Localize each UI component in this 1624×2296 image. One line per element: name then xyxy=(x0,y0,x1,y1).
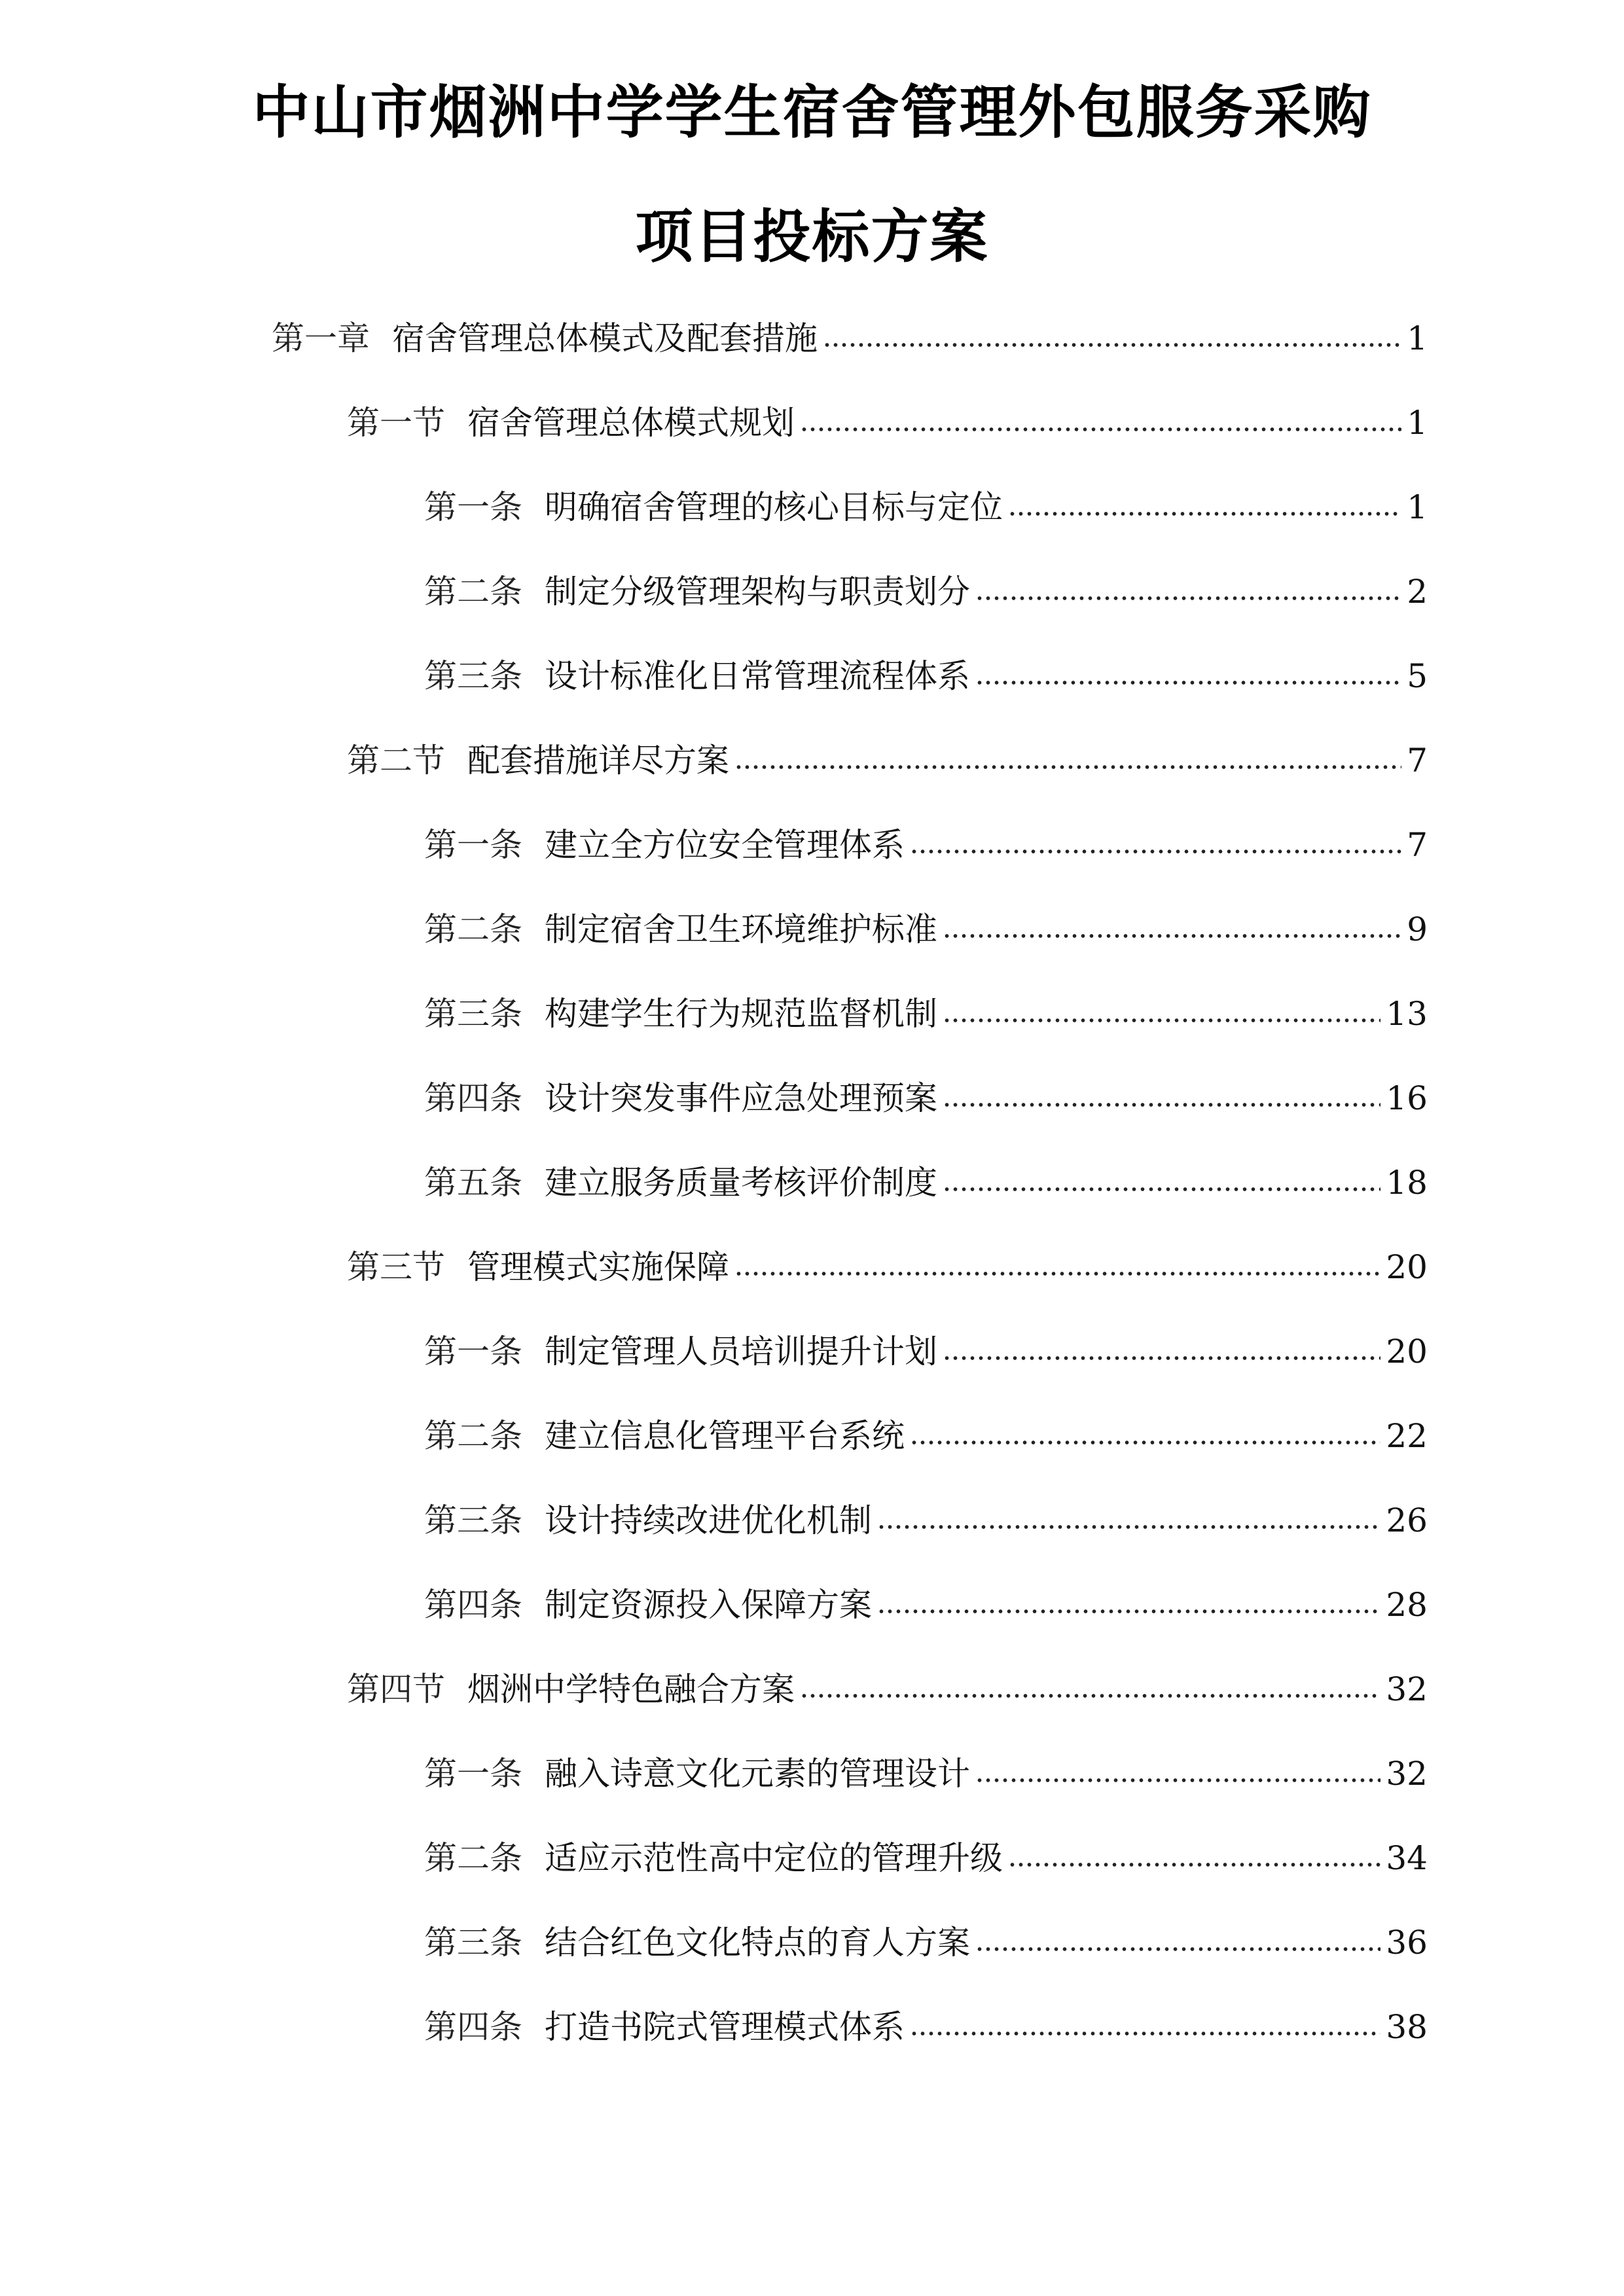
toc-entry-number: 第二条 xyxy=(424,573,522,611)
toc-entry-section[interactable] xyxy=(347,387,1428,442)
toc-entry-article[interactable] xyxy=(424,1062,1428,1115)
toc-dot-leader xyxy=(1008,1863,1380,1867)
toc-entry-article[interactable] xyxy=(424,556,1428,611)
toc-entry-number: 第一条 xyxy=(424,1333,522,1371)
toc-entry-title: 融入诗意文化元素的管理设计 xyxy=(545,1755,970,1793)
toc-entry-article[interactable] xyxy=(424,1738,1428,1793)
toc-entry-title: 制定管理人员培训提升计划 xyxy=(545,1333,937,1371)
toc-entry-title: 制定分级管理架构与职责划分 xyxy=(545,573,970,611)
toc-entry-number: 第三节 xyxy=(347,1248,445,1286)
toc-entry-title: 制定宿舍卫生环境维护标准 xyxy=(545,910,937,948)
toc-entry-page: 34 xyxy=(1386,1839,1428,1877)
toc-entry-article[interactable] xyxy=(424,809,1428,864)
toc-entry-page: 22 xyxy=(1386,1417,1428,1455)
toc-entry-page: 7 xyxy=(1407,826,1428,864)
toc-entry-page: 5 xyxy=(1407,657,1428,695)
toc-entry-number: 第一章 xyxy=(272,319,370,357)
toc-dot-leader xyxy=(910,850,1401,853)
toc-entry-page: 32 xyxy=(1386,1670,1428,1708)
toc-entry-article[interactable] xyxy=(424,1400,1428,1455)
toc-entry-title: 设计标准化日常管理流程体系 xyxy=(545,657,970,695)
toc-entry-title: 制定资源投入保障方案 xyxy=(545,1586,872,1624)
toc-entry-section[interactable] xyxy=(347,1653,1428,1706)
toc-entry-page: 26 xyxy=(1386,1501,1428,1539)
toc-entry-page: 13 xyxy=(1386,995,1428,1033)
toc-entry-number: 第四条 xyxy=(424,1586,522,1624)
toc-entry-title: 适应示范性高中定位的管理升级 xyxy=(545,1839,1003,1877)
toc-entry-page: 20 xyxy=(1386,1248,1428,1286)
toc-entry-page: 9 xyxy=(1407,910,1428,948)
toc-dot-leader xyxy=(877,1609,1380,1613)
toc-entry-title: 配套措施详尽方案 xyxy=(467,742,729,780)
toc-entry-title: 宿舍管理总体模式规划 xyxy=(467,404,795,442)
toc-dot-leader xyxy=(734,1272,1380,1276)
toc-entry-title: 建立服务质量考核评价制度 xyxy=(545,1164,937,1202)
toc-entry-page: 20 xyxy=(1386,1333,1428,1371)
toc-dot-leader xyxy=(975,681,1401,685)
toc-entry-number: 第四条 xyxy=(424,2008,522,2046)
toc-dot-leader xyxy=(943,1187,1380,1191)
toc-entry-chapter[interactable] xyxy=(272,302,1428,355)
toc-entry-number: 第一条 xyxy=(424,1755,522,1793)
toc-entry-title: 设计持续改进优化机制 xyxy=(545,1501,872,1539)
toc-entry-number: 第四节 xyxy=(347,1670,445,1708)
toc-entry-number: 第五条 xyxy=(424,1164,522,1202)
toc-entry-page: 28 xyxy=(1386,1586,1428,1624)
toc-entry-page: 16 xyxy=(1386,1079,1428,1117)
toc-entry-title: 建立全方位安全管理体系 xyxy=(545,826,905,864)
toc-dot-leader xyxy=(800,427,1401,431)
toc-dot-leader xyxy=(910,1441,1380,1444)
toc-dot-leader xyxy=(734,765,1401,769)
toc-entry-article[interactable] xyxy=(424,640,1428,695)
toc-entry-number: 第四条 xyxy=(424,1079,522,1117)
toc-dot-leader xyxy=(943,934,1401,938)
toc-entry-number: 第三条 xyxy=(424,995,522,1033)
toc-entry-title: 结合红色文化特点的育人方案 xyxy=(545,1924,970,1962)
toc-entry-article[interactable] xyxy=(424,1907,1428,1962)
toc-entry-page: 1 xyxy=(1407,404,1428,442)
toc-entry-article[interactable] xyxy=(424,471,1428,524)
toc-dot-leader xyxy=(975,1778,1380,1782)
toc-entry-article[interactable] xyxy=(424,1316,1428,1371)
toc-entry-number: 第一节 xyxy=(347,404,445,442)
toc-dot-leader xyxy=(975,1947,1380,1951)
toc-dot-leader xyxy=(877,1525,1380,1529)
toc-entry-article[interactable] xyxy=(424,1822,1428,1877)
toc-entry-title: 打造书院式管理模式体系 xyxy=(545,2008,905,2046)
toc-entry-article[interactable] xyxy=(424,893,1428,946)
toc-entry-page: 2 xyxy=(1407,573,1428,611)
toc-entry-number: 第二条 xyxy=(424,1839,522,1877)
toc-entry-article[interactable] xyxy=(424,1569,1428,1624)
toc-dot-leader xyxy=(823,343,1401,347)
toc-entry-number: 第一条 xyxy=(424,488,522,526)
toc-entry-article[interactable] xyxy=(424,1484,1428,1537)
document-title-line-1: 中山市烟洲中学学生宿舍管理外包服务采购 xyxy=(252,79,1372,146)
toc-entry-title: 构建学生行为规范监督机制 xyxy=(545,995,937,1033)
document-title-line-2: 项目投标方案 xyxy=(635,203,989,270)
toc-entry-title: 烟洲中学特色融合方案 xyxy=(467,1670,795,1708)
toc-entry-article[interactable] xyxy=(424,978,1428,1033)
toc-entry-title: 建立信息化管理平台系统 xyxy=(545,1417,905,1455)
toc-dot-leader xyxy=(800,1694,1380,1698)
toc-entry-number: 第二条 xyxy=(424,1417,522,1455)
toc-entry-title: 管理模式实施保障 xyxy=(467,1248,729,1286)
toc-dot-leader xyxy=(975,596,1401,600)
toc-entry-number: 第二条 xyxy=(424,910,522,948)
toc-entry-page: 18 xyxy=(1386,1164,1428,1202)
toc-dot-leader xyxy=(943,1103,1380,1107)
toc-entry-title: 宿舍管理总体模式及配套措施 xyxy=(392,319,818,357)
toc-entry-page: 38 xyxy=(1386,2008,1428,2046)
toc-entry-number: 第三条 xyxy=(424,1501,522,1539)
toc-entry-article[interactable] xyxy=(424,1147,1428,1202)
toc-entry-title: 明确宿舍管理的核心目标与定位 xyxy=(545,488,1003,526)
toc-dot-leader xyxy=(910,2032,1380,2036)
toc-entry-page: 32 xyxy=(1386,1755,1428,1793)
toc-dot-leader xyxy=(1008,512,1401,516)
toc-entry-section[interactable] xyxy=(347,1231,1428,1286)
toc-entry-page: 7 xyxy=(1407,742,1428,780)
toc-dot-leader xyxy=(943,1018,1380,1022)
toc-entry-number: 第三条 xyxy=(424,657,522,695)
toc-dot-leader xyxy=(943,1356,1380,1360)
toc-entry-title: 设计突发事件应急处理预案 xyxy=(545,1079,937,1117)
toc-entry-section[interactable] xyxy=(347,725,1428,780)
toc-entry-number: 第二节 xyxy=(347,742,445,780)
toc-entry-article[interactable] xyxy=(424,1991,1428,2046)
toc-entry-page: 36 xyxy=(1386,1924,1428,1962)
toc-entry-number: 第一条 xyxy=(424,826,522,864)
toc-entry-page: 1 xyxy=(1407,488,1428,526)
toc-entry-number: 第三条 xyxy=(424,1924,522,1962)
toc-entry-page: 1 xyxy=(1407,319,1428,357)
